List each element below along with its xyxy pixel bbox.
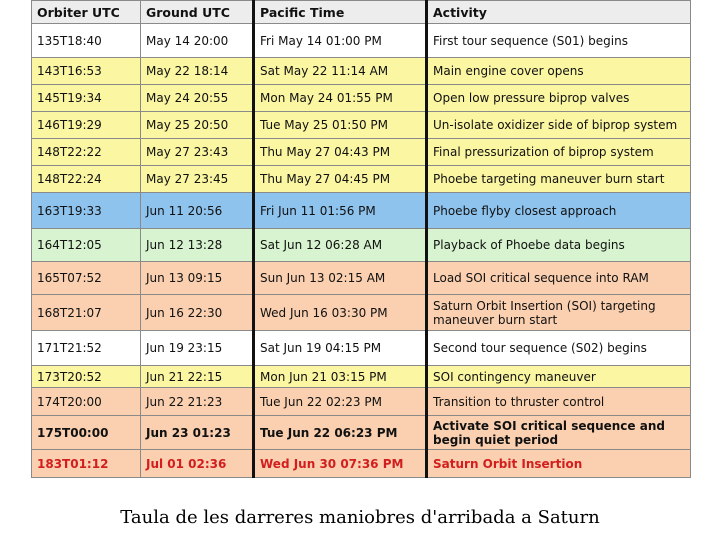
cell-pacific-time: Tue May 25 01:50 PM bbox=[254, 112, 427, 139]
cell-orbiter-utc: 164T12:05 bbox=[32, 229, 141, 262]
cell-activity: First tour sequence (S01) begins bbox=[427, 24, 691, 58]
cell-activity: Phoebe flyby closest approach bbox=[427, 193, 691, 229]
table-row bbox=[32, 450, 691, 478]
table-row bbox=[32, 331, 691, 366]
cell-pacific-time: Wed Jun 30 07:36 PM bbox=[254, 450, 427, 478]
header-pacific-time: Pacific Time bbox=[254, 1, 427, 24]
cell-pacific-time: Wed Jun 16 03:30 PM bbox=[254, 295, 427, 331]
cell-ground-utc: May 22 18:14 bbox=[141, 58, 254, 85]
cell-ground-utc: Jun 23 01:23 bbox=[141, 416, 254, 450]
cell-ground-utc: May 24 20:55 bbox=[141, 85, 254, 112]
cell-activity: Saturn Orbit Insertion (SOI) targeting maneuver burn start bbox=[427, 295, 691, 331]
cell-ground-utc: Jun 11 20:56 bbox=[141, 193, 254, 229]
cell-activity: Saturn Orbit Insertion bbox=[427, 450, 691, 478]
table-row bbox=[32, 366, 691, 388]
table-row bbox=[32, 388, 691, 416]
cell-pacific-time: Mon May 24 01:55 PM bbox=[254, 85, 427, 112]
table-header bbox=[32, 1, 691, 24]
table-row bbox=[32, 166, 691, 193]
cell-pacific-time: Sat Jun 12 06:28 AM bbox=[254, 229, 427, 262]
cell-orbiter-utc: 146T19:29 bbox=[32, 112, 141, 139]
table-row bbox=[32, 24, 691, 58]
cell-ground-utc: May 14 20:00 bbox=[141, 24, 254, 58]
cell-pacific-time: Sat Jun 19 04:15 PM bbox=[254, 331, 427, 366]
cell-activity: Phoebe targeting maneuver burn start bbox=[427, 166, 691, 193]
cell-pacific-time: Fri May 14 01:00 PM bbox=[254, 24, 427, 58]
cell-ground-utc: Jun 19 23:15 bbox=[141, 331, 254, 366]
cell-ground-utc: May 27 23:45 bbox=[141, 166, 254, 193]
table-row bbox=[32, 262, 691, 295]
schedule-table-container bbox=[31, 0, 690, 478]
cell-orbiter-utc: 165T07:52 bbox=[32, 262, 141, 295]
cell-activity: Final pressurization of biprop system bbox=[427, 139, 691, 166]
cell-orbiter-utc: 171T21:52 bbox=[32, 331, 141, 366]
table-caption: Taula de les darreres maniobres d'arribada a Saturn bbox=[120, 507, 600, 528]
cell-ground-utc: Jun 21 22:15 bbox=[141, 366, 254, 388]
cell-orbiter-utc: 183T01:12 bbox=[32, 450, 141, 478]
cell-pacific-time: Sat May 22 11:14 AM bbox=[254, 58, 427, 85]
cell-activity: Un-isolate oxidizer side of biprop system bbox=[427, 112, 691, 139]
cell-orbiter-utc: 145T19:34 bbox=[32, 85, 141, 112]
cell-orbiter-utc: 174T20:00 bbox=[32, 388, 141, 416]
cell-activity: Playback of Phoebe data begins bbox=[427, 229, 691, 262]
cell-activity: SOI contingency maneuver bbox=[427, 366, 691, 388]
cell-activity: Second tour sequence (S02) begins bbox=[427, 331, 691, 366]
header-orbiter-utc: Orbiter UTC bbox=[32, 1, 141, 24]
cell-orbiter-utc: 135T18:40 bbox=[32, 24, 141, 58]
table-body bbox=[32, 24, 691, 478]
table-row bbox=[32, 229, 691, 262]
cell-orbiter-utc: 163T19:33 bbox=[32, 193, 141, 229]
cell-pacific-time: Sun Jun 13 02:15 AM bbox=[254, 262, 427, 295]
cell-pacific-time: Fri Jun 11 01:56 PM bbox=[254, 193, 427, 229]
cell-ground-utc: May 25 20:50 bbox=[141, 112, 254, 139]
table-row bbox=[32, 85, 691, 112]
table-row bbox=[32, 58, 691, 85]
cell-pacific-time: Tue Jun 22 06:23 PM bbox=[254, 416, 427, 450]
table-row bbox=[32, 416, 691, 450]
cell-orbiter-utc: 173T20:52 bbox=[32, 366, 141, 388]
cell-activity: Main engine cover opens bbox=[427, 58, 691, 85]
arrival-maneuvers-table bbox=[31, 0, 691, 478]
cell-ground-utc: Jun 13 09:15 bbox=[141, 262, 254, 295]
cell-pacific-time: Tue Jun 22 02:23 PM bbox=[254, 388, 427, 416]
cell-pacific-time: Thu May 27 04:45 PM bbox=[254, 166, 427, 193]
cell-activity: Transition to thruster control bbox=[427, 388, 691, 416]
header-row bbox=[32, 1, 691, 24]
header-activity: Activity bbox=[427, 1, 691, 24]
cell-activity: Open low pressure biprop valves bbox=[427, 85, 691, 112]
cell-ground-utc: May 27 23:43 bbox=[141, 139, 254, 166]
table-row bbox=[32, 193, 691, 229]
cell-ground-utc: Jun 22 21:23 bbox=[141, 388, 254, 416]
cell-orbiter-utc: 175T00:00 bbox=[32, 416, 141, 450]
cell-activity: Load SOI critical sequence into RAM bbox=[427, 262, 691, 295]
header-ground-utc: Ground UTC bbox=[141, 1, 254, 24]
cell-orbiter-utc: 168T21:07 bbox=[32, 295, 141, 331]
table-row bbox=[32, 295, 691, 331]
cell-pacific-time: Mon Jun 21 03:15 PM bbox=[254, 366, 427, 388]
table-row bbox=[32, 112, 691, 139]
cell-ground-utc: Jul 01 02:36 bbox=[141, 450, 254, 478]
cell-ground-utc: Jun 16 22:30 bbox=[141, 295, 254, 331]
cell-orbiter-utc: 148T22:22 bbox=[32, 139, 141, 166]
cell-orbiter-utc: 143T16:53 bbox=[32, 58, 141, 85]
cell-orbiter-utc: 148T22:24 bbox=[32, 166, 141, 193]
table-row bbox=[32, 139, 691, 166]
cell-activity: Activate SOI critical sequence and begin quiet period bbox=[427, 416, 691, 450]
cell-pacific-time: Thu May 27 04:43 PM bbox=[254, 139, 427, 166]
cell-ground-utc: Jun 12 13:28 bbox=[141, 229, 254, 262]
